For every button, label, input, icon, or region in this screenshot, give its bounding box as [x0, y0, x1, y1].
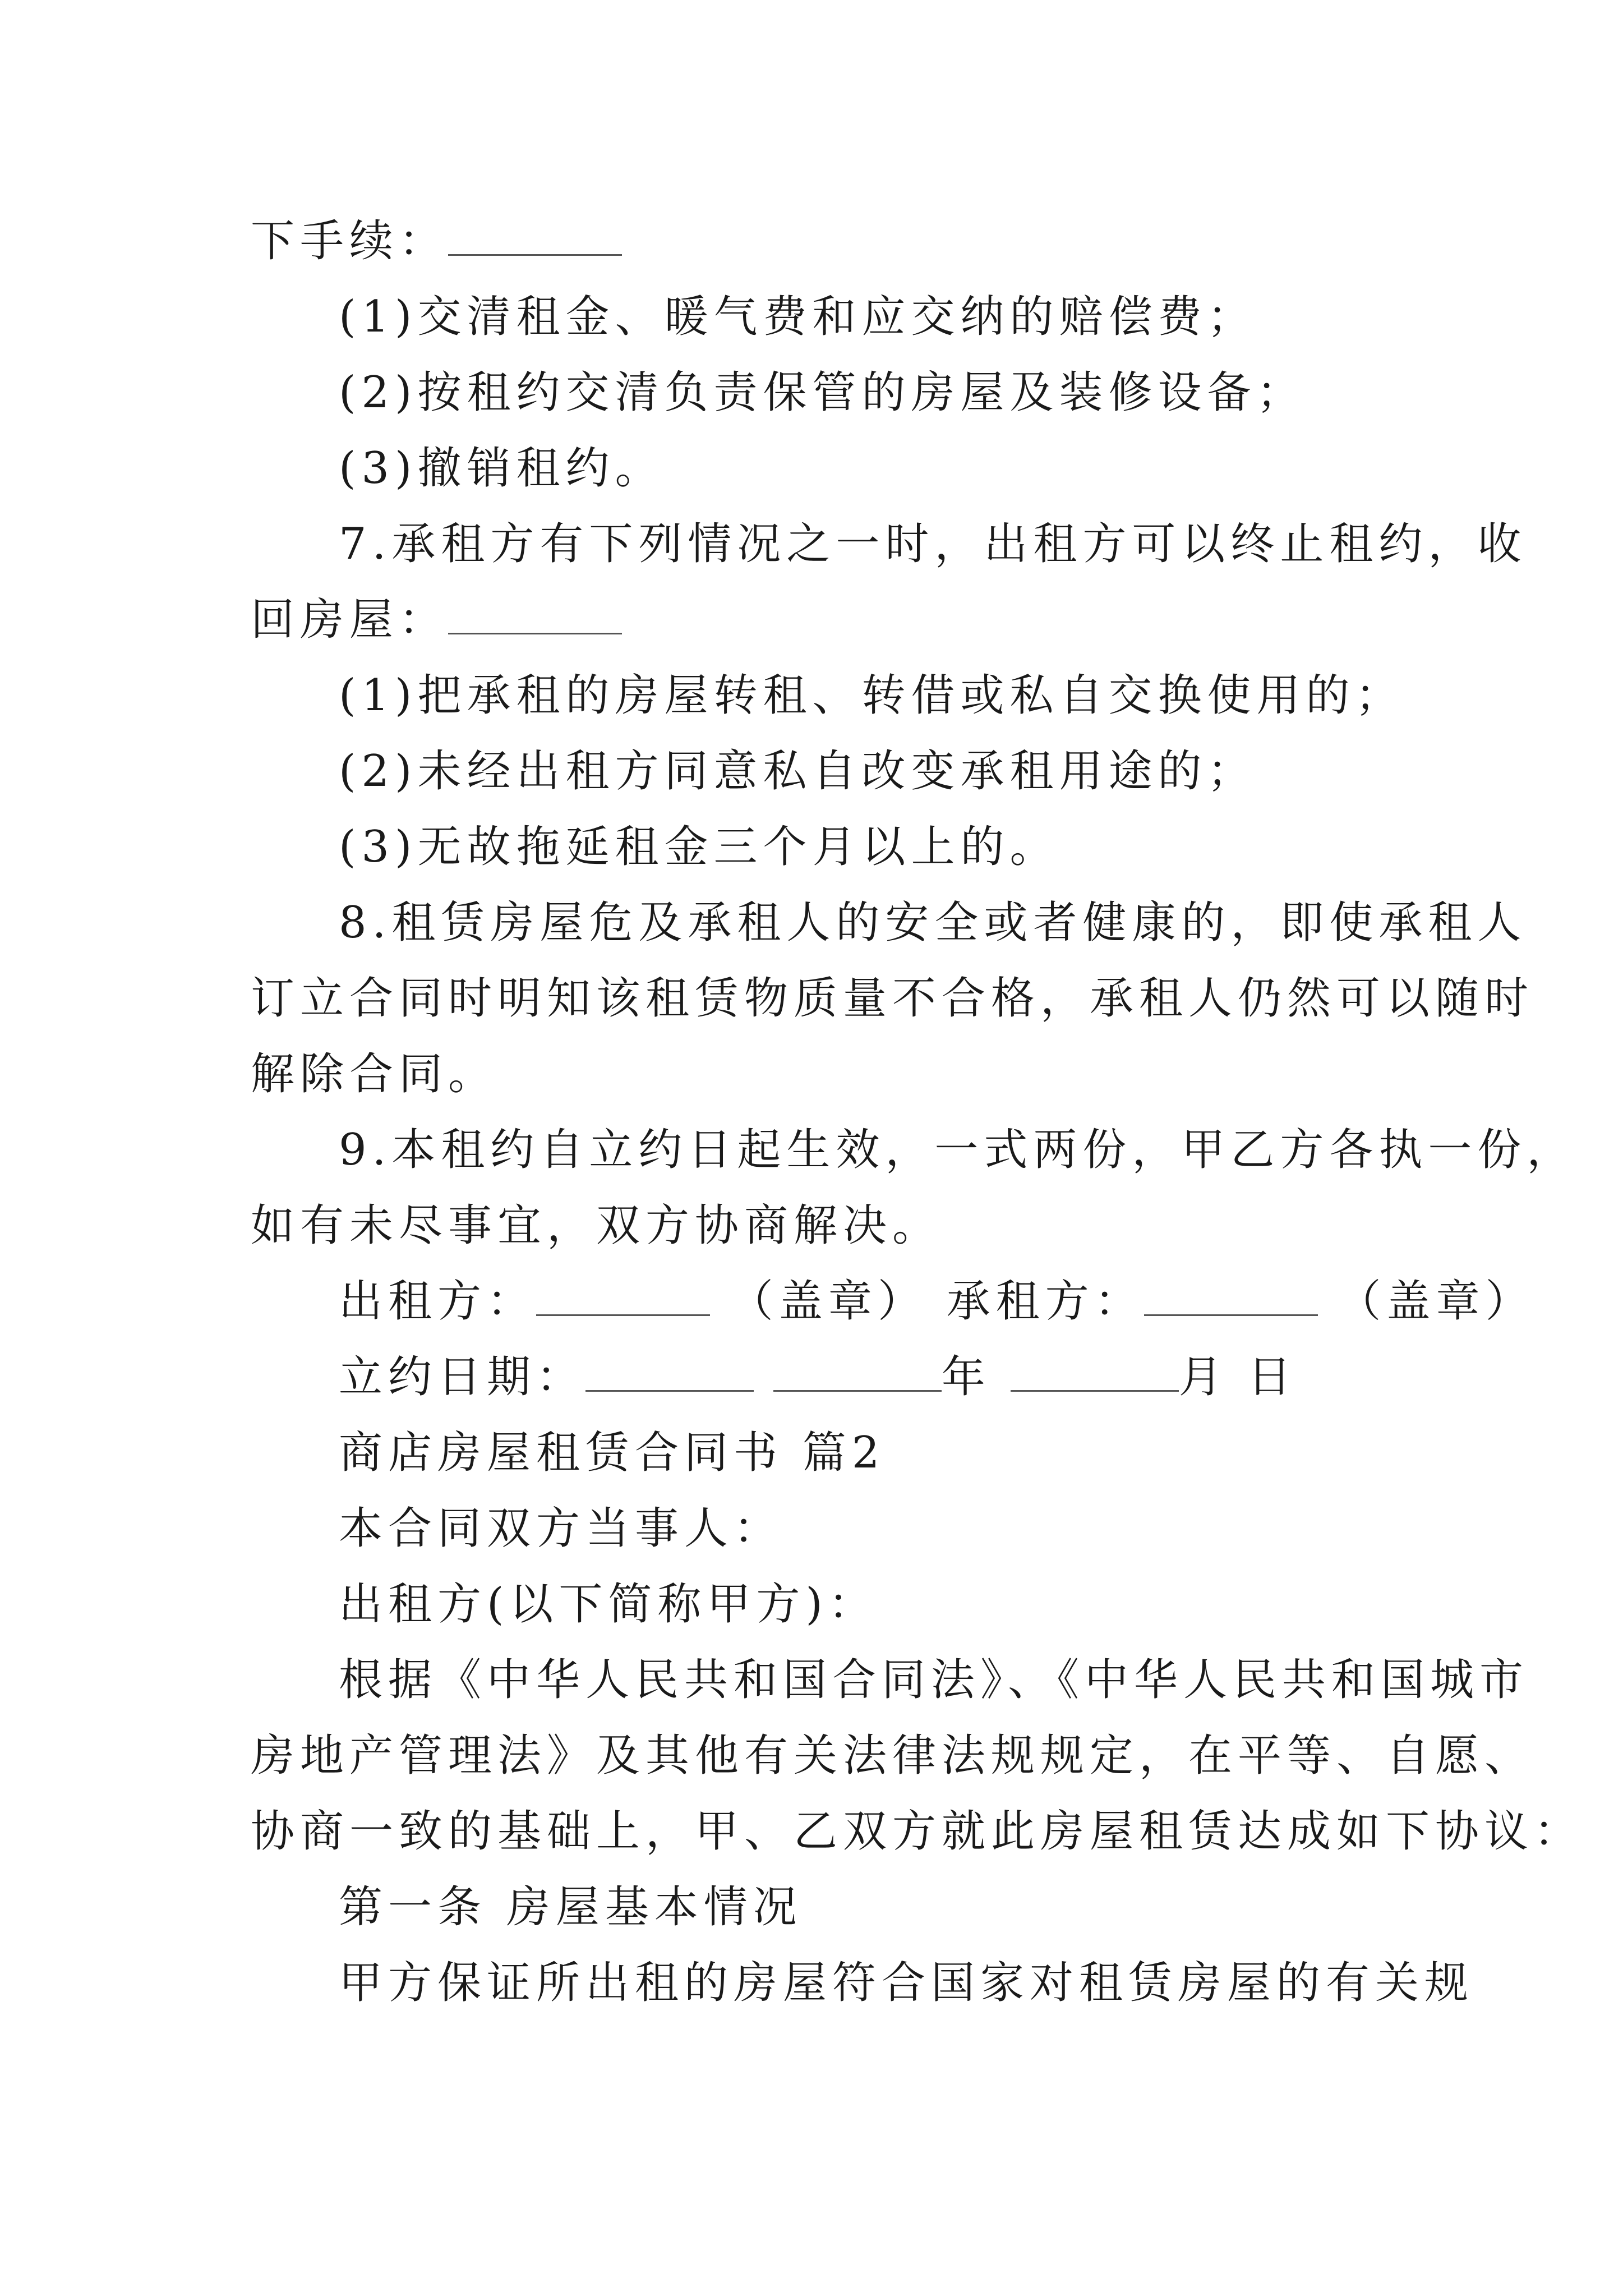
- text-line: (3)无故拖延租金三个月以上的。: [339, 822, 1059, 872]
- date-label: 立约日期：: [339, 1352, 586, 1402]
- text-line: 甲方保证所出租的房屋符合国家对租赁房屋的有关规: [339, 1958, 1474, 2008]
- line-text: 回房屋：: [251, 595, 449, 645]
- text-line: (1)交清租金、暖气费和应交纳的赔偿费；: [339, 292, 1257, 342]
- text-line: 根据《中华人民共和国合同法》、《中华人民共和国城市: [339, 1655, 1529, 1705]
- fill-blank: [448, 592, 622, 634]
- fill-blank: [1011, 1350, 1179, 1392]
- text-line: 房地产管理法》及其他有关法律法规规定，在平等、自愿、: [251, 1731, 1534, 1781]
- text-line: 9.本租约自立约日起生效，一式两份，甲乙方各执一份，: [339, 1125, 1576, 1175]
- lessor-label: 出租方：: [339, 1276, 537, 1327]
- year-label: 年: [941, 1352, 991, 1402]
- text-line: (2)未经出租方同意私自改变承租用途的；: [339, 746, 1257, 797]
- fill-blank: [1144, 1274, 1318, 1316]
- day-label: 日: [1247, 1352, 1297, 1402]
- month-label: 月: [1178, 1352, 1228, 1402]
- text-line: 本合同双方当事人：: [339, 1503, 783, 1554]
- lessee-label: 承租方：: [946, 1276, 1144, 1327]
- text-line: 协商一致的基础上，甲、乙双方就此房屋租赁达成如下协议：: [251, 1806, 1584, 1857]
- fill-blank: [536, 1274, 710, 1316]
- text-line: [251, 592, 622, 648]
- article-heading: 第一条 房屋基本情况: [339, 1882, 803, 1932]
- section-heading: 商店房屋租赁合同书 篇2: [339, 1428, 886, 1478]
- text-line: [251, 213, 622, 269]
- text-line: (2)按租约交清负责保管的房屋及装修设备；: [339, 367, 1306, 418]
- date-line: [339, 1349, 1297, 1405]
- text-line: (3)撤销租约。: [339, 443, 665, 494]
- fill-blank: [773, 1350, 942, 1392]
- fill-blank: [585, 1350, 754, 1392]
- seal-label: （盖章）: [729, 1276, 927, 1327]
- text-line: 订立合同时明知该租赁物质量不合格，承租人仍然可以随时: [251, 973, 1534, 1024]
- text-line: 8.租赁房屋危及承租人的安全或者健康的，即使承租人: [339, 898, 1527, 948]
- signature-line: [339, 1273, 1534, 1329]
- seal-label: （盖章）: [1337, 1276, 1535, 1327]
- text-line: 出租方(以下简称甲方)：: [339, 1579, 878, 1630]
- text-line: 解除合同。: [251, 1049, 498, 1099]
- text-line: (1)把承租的房屋转租、转借或私自交换使用的；: [339, 670, 1405, 721]
- text-line: 7.承租方有下列情况之一时，出租方可以终止租约，收: [339, 519, 1527, 569]
- line-text: 下手续：: [251, 216, 449, 266]
- text-line: 如有未尽事宜，双方协商解决。: [251, 1200, 942, 1251]
- fill-blank: [448, 214, 622, 256]
